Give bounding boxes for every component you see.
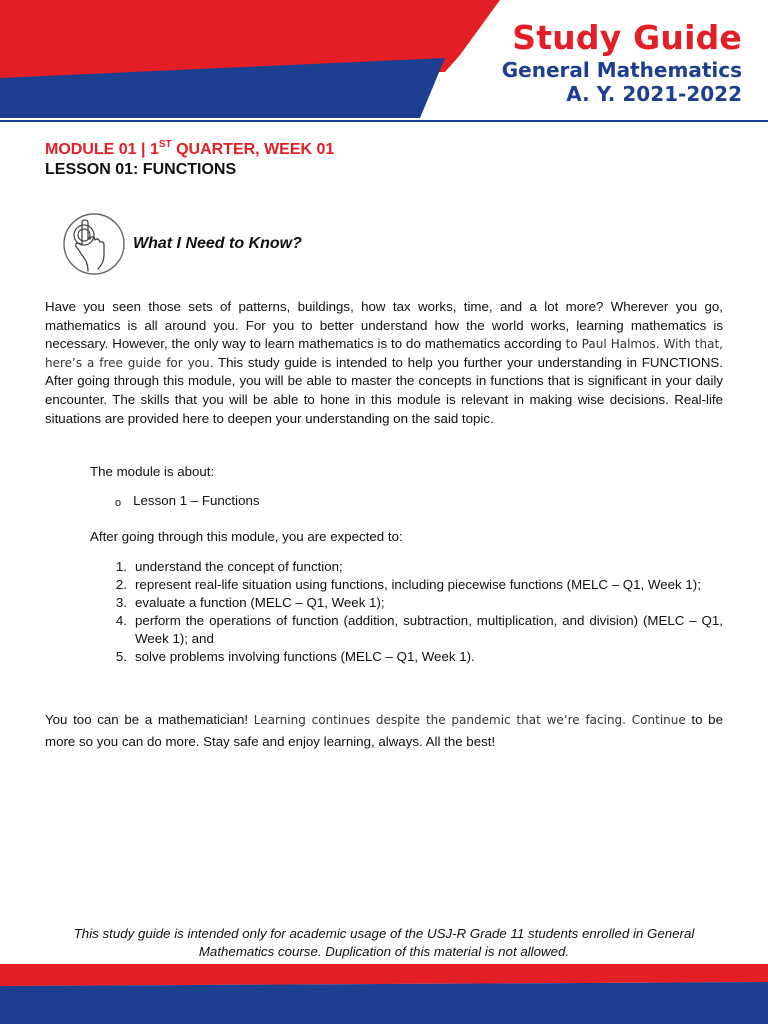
list-item <box>90 594 723 612</box>
closing-paragraph <box>45 709 723 753</box>
item-number: 4. <box>115 613 127 628</box>
intro-text-1: Have you seen those sets of patterns, buildings, how tax works, time, and a lot more? Wherever you go, mathematics is all around you. For you to better understand how the world works, learning mathematics is necessary. However, the only way to learn mathematics is to do mathematics according <box>45 299 723 352</box>
brand-block <box>502 18 742 106</box>
closing-text-1: You too can be a mathematician! <box>45 712 254 727</box>
item-number: 2. <box>115 577 127 592</box>
list-item <box>90 648 723 666</box>
module-suffix: QUARTER, WEEK 01 <box>171 141 335 158</box>
item-text: understand the concept of function; <box>135 559 343 574</box>
item-text: represent real-life situation using functions, including piecewise functions (MELC – Q1, Week 1); <box>135 577 701 592</box>
list-item <box>90 558 723 576</box>
item-number: 3. <box>115 595 127 610</box>
list-item <box>90 612 723 648</box>
intro-text-2: to Paul Halmos. With that, here’s a free guide for you. <box>45 337 723 370</box>
bullet-mark: o <box>115 497 122 509</box>
module-heading <box>45 139 334 159</box>
item-text: perform the operations of function (addition, subtraction, multiplication, and division) (MELC – Q1, Week 1); and <box>135 613 723 646</box>
brand-subject: General Mathematics <box>501 58 742 82</box>
list-item <box>90 576 723 594</box>
lesson-heading: LESSON 01: FUNCTIONS <box>45 161 237 178</box>
section-title: What I Need to Know? <box>133 235 302 252</box>
module-superscript: ST <box>158 139 172 150</box>
module-about-label: The module is about: <box>90 464 215 479</box>
lesson-item: Lesson 1 – Functions <box>133 493 260 508</box>
item-text: solve problems involving functions (MELC – Q1, Week 1). <box>135 649 475 664</box>
objectives-label: After going through this module, you are expected to: <box>90 529 403 544</box>
disclaimer: This study guide is intended only for academic usage of the USJ-R Grade 11 students enrolled in General Mathematics course. Duplication of this material is not allowed. <box>73 926 695 959</box>
item-number: 1. <box>115 559 127 574</box>
objectives-list <box>90 558 723 666</box>
list-item <box>115 493 260 513</box>
intro-text-3: This study guide is intended to help you further your understanding in FUNCTIONS. After going through this module, you will be able to master the concepts in functions that is significant in your daily encounter. The skills that you will be able to hone in this module is relevant in making wise decisions. Real-life situations are provided here to deepen your understanding on the said topic. <box>45 354 723 426</box>
footer-banner <box>0 964 768 1024</box>
closing-text-3: to be more so you can do more. Stay safe and enjoy learning, always. All the best! <box>45 712 723 749</box>
item-text: evaluate a function (MELC – Q1, Week 1); <box>135 595 385 610</box>
module-prefix: MODULE 01 | 1 <box>45 141 159 158</box>
academic-year: A. Y. 2021-2022 <box>566 82 742 106</box>
brand-title: Study Guide <box>512 18 742 57</box>
closing-text-2: Learning continues despite the pandemic that we’re facing. Continue <box>253 713 686 727</box>
item-number: 5. <box>115 649 127 664</box>
touch-hand-icon <box>62 211 126 277</box>
intro-paragraph <box>45 298 723 428</box>
